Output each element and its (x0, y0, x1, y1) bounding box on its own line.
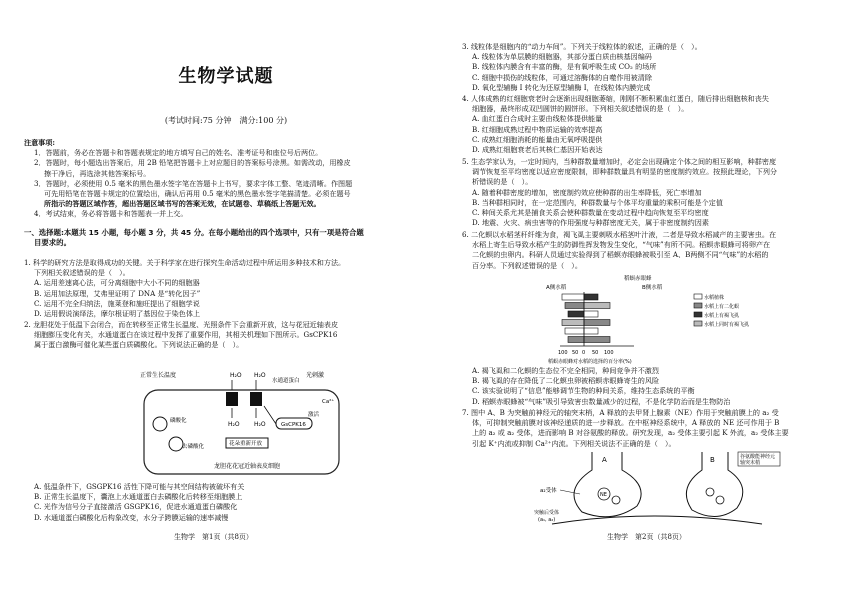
fig2-channel-b (250, 392, 262, 406)
q4-stem: 4. 人体成熟的红细胞衰老时会逐渐出现细胞萎缩，刚刚不断积累血红蛋白，随后排出细胞核和丧失 (462, 94, 769, 103)
note-item: 可先用铅笔在答题卡规定的位置绘出，确认后再用 0.5 毫米的黑色墨水签字笔描清楚。必须在题号 (44, 189, 351, 199)
note-item: 4．考试结束，务必将答题卡和答题表一并上交。 (34, 209, 188, 219)
fig6-bar-right (584, 337, 610, 343)
fig6-bar-left (562, 320, 584, 326)
question-3 (462, 42, 846, 93)
question-7 (462, 408, 846, 449)
section-line: 目要求的。 (34, 238, 71, 248)
fig6-legend-item: 水稻植株 (704, 295, 725, 301)
q5-option-d: D. 地震、火灾、病虫害等的作用强度与种群密度无关，属于非密度制约因素 (472, 218, 709, 228)
fig6-legend (694, 294, 749, 328)
q6-bar-figure (544, 274, 774, 366)
fig2-gscpk-label: GsCPK16 (281, 422, 306, 428)
q3-option-c: C. 细胞中损伤的线粒体，可通过溶酶体的自噬作用被清除 (472, 72, 652, 82)
fig2-h2o-in2: H₂O (254, 421, 266, 428)
fig2-channel-a (226, 392, 238, 406)
q2-options (24, 482, 428, 523)
q6-option-d: D. 稻螟赤眼蜂被“气味”吸引导致害虫数量减少的过程，不是化学防治而是生物防治 (472, 396, 731, 406)
fig6-bar-right (584, 303, 610, 309)
fig6-bar-left (562, 294, 584, 300)
q6-option-b: B. 褐飞虱的存在降低了二化螟虫卵被稻螟赤眼蜂寄生的风险 (472, 376, 660, 386)
notes-block (24, 138, 428, 220)
exam-subtitle: (考试时间:75 分钟 满分:100 分) (164, 116, 288, 125)
q3-stem: 3. 线粒体是细胞内的“动力车间”。下列关于线粒体的叙述，正确的是（ ）。 (462, 42, 702, 51)
q5-option-b: B. 当种群相同时，在一定范围内，种群数量与个体平均重量的乘积可能是个定值 (472, 197, 723, 207)
q4-stem: 细胞器，最终形成双凹圆饼的圆饼形。下列相关叙述错误的是（ ）。 (472, 104, 689, 114)
fig7-glu2-label: 轴突末梢 (740, 460, 761, 466)
q3-option-d: D. 氧化型辅酶 I 转化为还原型辅酶 I，在线粒体内膜完成 (472, 82, 651, 92)
fig6-bars (562, 294, 610, 343)
q3-option-a: A. 线粒体为单层膜的细胞器，其部分蛋白质由核基因编码 (472, 52, 652, 62)
fig6-tick: 50 (572, 350, 579, 356)
q2-option-d: D. 水通道蛋白磷酸化后构象改变，水分子跨膜运输的速率减慢 (34, 512, 229, 522)
fig2-petal-label: 花朵重新开放 (229, 441, 263, 447)
fig7-a2-label: a₂受体 (540, 488, 557, 494)
question-2 (24, 320, 428, 351)
question-1 (24, 258, 428, 319)
fig7-glu-label: 谷氨酸能神经元 (740, 454, 776, 460)
fig6-legend-item: 水稻上有二化螟 (704, 304, 740, 310)
q1-option-c: C. 运用不完全归纳法，施莱登和施旺提出了细胞学说 (34, 298, 200, 308)
note-item: 擦干净后，再选涂其他答案标号。 (44, 168, 151, 178)
fig2-vesicle-2 (169, 437, 183, 451)
fig7-ne-label: NE (600, 492, 607, 498)
fig6-bar-right (584, 328, 598, 334)
q7-stem: 上的 a₂ 或 a₂ 受体，进而影响 B 对谷氨酸的释放。研究发现，a₂ 受体主要引起 K 外流，a₂ 受体主要 (472, 428, 789, 438)
question-4 (462, 94, 846, 155)
q2-option-a: A. 低温条件下，GSGPK16 活性下降可能与其空间结构被破坏有关 (34, 482, 245, 491)
q7-stem: 7. 图中 A、B 为突触前神经元的轴突末梢，A 释放的去甲肾上腺素（NE）作用于突触前膜上的 a₂ 受 (462, 408, 779, 417)
q4-option-c: C. 成熟红细胞消耗的能量由无氧呼吸提供 (472, 134, 603, 144)
fig6-bar-left (565, 303, 584, 309)
question-5 (462, 157, 846, 228)
q2-option-b: B. 正常生长温度下，囊泡上水通道蛋白去磷酸化后转移至细胞膜上 (34, 492, 243, 502)
fig6-tick: 100 (604, 350, 614, 356)
q5-option-c: C. 种间关系尤其是捕食关系会使种群数量在变动过程中趋向恢复至平均密度 (472, 208, 709, 218)
fig7-label-a: A (602, 456, 607, 464)
q2-stem: 属于蛋白激酶可催化某些蛋白质磷酸化。下列说法正确的是（ ）。 (34, 340, 244, 350)
note-item: 1．答题前，务必在答题卡和答题表规定的地方填写自己的姓名、准考证号和座位号后两位。 (34, 148, 323, 158)
fig6-legend-item: 水稻上有褐飞虱 (704, 313, 740, 319)
section-heading (24, 228, 428, 248)
q6-stem: 6. 二化螟以水稻茎秆纤维为食，褐飞虱主要刺吸水稻茎叶汁液，二者是导致水稻减产的主要害虫。在 (462, 230, 777, 239)
q3-option-b: B. 线粒体内膜含有丰富的酶，是有氧呼吸生成 CO₂ 的场所 (472, 62, 657, 72)
fig6-title: 稻螟赤眼蜂 (624, 276, 652, 282)
q1-stem: 1. 科学的研究方法是取得成功的关键。关于科学家在进行探究生命活动过程中所运用多种技术和方法。 (24, 258, 346, 267)
fig2-channel-label: 水通道蛋白 (272, 378, 300, 384)
fig6-tick: 0 (582, 350, 586, 356)
fig2-phos-label: 磷酸化 (170, 418, 187, 424)
q7-stem: 引起 K⁺内流或抑制 Ca²⁺内流。下列相关说法不正确的是（ ）。 (472, 438, 676, 448)
q4-option-b: B. 红细胞成熟过程中物质运输的效率提高 (472, 124, 603, 134)
q5-stem: 析错误的是（ ）。 (472, 177, 533, 187)
fig2-vesicle-1 (153, 417, 167, 431)
q1-option-d: D. 运用假说演绎法，摩尔根证明了基因位于染色体上 (34, 309, 201, 319)
q1-stem: 下列相关叙述错误的是（ ）。 (34, 268, 130, 278)
q2-stem: 细胞膨压变化有关，水通道蛋白在该过程中发挥了重要作用，其相关机理如下图所示。GsCPK16 (34, 330, 338, 340)
fig7-post-label: 突触后受体 (534, 510, 560, 516)
fig6-b-side: B侧水稻 (642, 285, 663, 291)
q1-option-a: A. 运用差速离心法，可分离细胞中大小不同的细胞器 (34, 278, 200, 288)
fig2-vesicle-label: 去磷酸化 (182, 444, 205, 450)
fig7-post2-label: (a₁, a₂) (538, 517, 556, 523)
fig2-caption: 龙胆花花冠近轴表皮细胞 (214, 463, 281, 470)
fig6-legend-item: 水稻上同时有褐飞虱 (704, 322, 750, 328)
fig6-bar-right (584, 294, 598, 300)
fig2-h2o-in: H₂O (228, 421, 240, 428)
footer-left: 生物学 第1页（共8页） (174, 533, 253, 541)
fig6-tick: 100 (558, 350, 568, 356)
q5-stem: 调节恢复至平均密度以适应密度限制，即种群数量具有明显的密度制约效应。按照此理论，下列分 (472, 167, 778, 177)
fig6-bar-left (565, 328, 584, 334)
note-item: 3．答题时，必须使用 0.5 毫米的黑色墨水签字笔在答题卡上书写，要求字体工整、笔迹清晰。作图题 (34, 178, 353, 188)
fig2-ca-label: Ca²⁺ (322, 399, 335, 405)
fig7-label-b: B (710, 456, 715, 464)
fig6-tick: 50 (592, 350, 599, 356)
fig6-bar-left (568, 337, 584, 343)
section-line: 一、选择题:本题共 15 小题，每小题 3 分，共 45 分。在每小题给出的四个选项中，只有一项是符合题 (24, 228, 364, 237)
q2-stem: 2. 龙胆花处于低温下会闭合，而在转移至正常生长温度、光照条件下会重新开放，这与花冠近轴表皮 (24, 320, 339, 329)
q4-option-d: D. 成熟红细胞衰老后其核仁基因开始表达 (472, 145, 603, 155)
q2-mechanism-diagram (126, 368, 356, 480)
q1-option-b: B. 运用加法原理，艾弗里证明了 DNA 是“转化因子” (34, 288, 201, 298)
q7-stem: 体，可抑制突触前膜对该神经递质的进一步释放。在中枢神经系统中，A 释放的 NE 还可作用于 B (472, 418, 780, 428)
q7-synapse-diagram (532, 450, 782, 530)
note-item: 2．答题时，每小题选出答案后，用 2B 铅笔把答题卡上对应题目的答案标号涂黑。如需改动，用橡皮 (34, 158, 351, 168)
note-item: 所指示的答题区域作答，超出答题区域书写的答案无效，在试题卷、草稿纸上答题无效。 (44, 199, 321, 209)
q2-option-c: C. 光作为信号分子直接激活 GSGPK16，促进水通道蛋白磷酸化 (34, 502, 238, 512)
question-6 (462, 230, 846, 271)
q6-stem: 水稻上寄生后导致水稻产生的防御性挥发物发生变化，“气味”有所不同。稻螟赤眼蜂可将卵产在 (472, 240, 771, 250)
fig2-h2o-top2: H₂O (254, 372, 266, 379)
fig6-bar-left (568, 311, 584, 317)
q6-options (462, 366, 846, 407)
q6-option-c: C. 该实验说明了“信息”能够调节生物的种间关系，维持生态系统的平衡 (472, 386, 695, 396)
fig2-label-temp: 正常生长温度 (140, 372, 177, 379)
fig2-h2o-top: H₂O (230, 372, 242, 379)
page-title: 生物学试题 (178, 66, 274, 87)
fig6-bar-right (584, 311, 598, 317)
q6-stem: 二化螟的虫卵内。科研人员通过实验得到了稻螟赤眼蜂被吸引至 A、B两侧不同“气味”的水稻的 (472, 250, 769, 260)
q4-option-a: A. 血红蛋白合成时主要由线粒体提供能量 (472, 114, 603, 124)
q5-option-a: A. 随着种群密度的增加，密度制约效应使种群的出生率降低，死亡率增加 (472, 187, 702, 197)
q6-option-a: A. 褐飞虱和二化螟的生态位不完全相同，种间竞争并不激烈 (472, 366, 659, 375)
fig6-xlabel: 稻螟赤眼蜂对水稻的选择的百分率(%) (548, 359, 632, 365)
fig6-bar-right (584, 320, 610, 326)
q6-stem: 百分率。下列叙述错误的是（ ）。 (472, 260, 582, 270)
q5-stem: 5. 生态学家认为，一定时间内，当种群数量增加时，必定会出现确定个体之间的相互影响，种群密度 (462, 157, 777, 166)
footer-right: 生物学 第2页（共8页） (607, 533, 686, 541)
fig6-a-side: A侧水稻 (546, 285, 567, 291)
fig2-enzyme-label: 激活 (308, 412, 320, 418)
fig2-light-label: 光刺激 (306, 372, 325, 379)
notes-heading: 注意事项: (24, 138, 55, 147)
